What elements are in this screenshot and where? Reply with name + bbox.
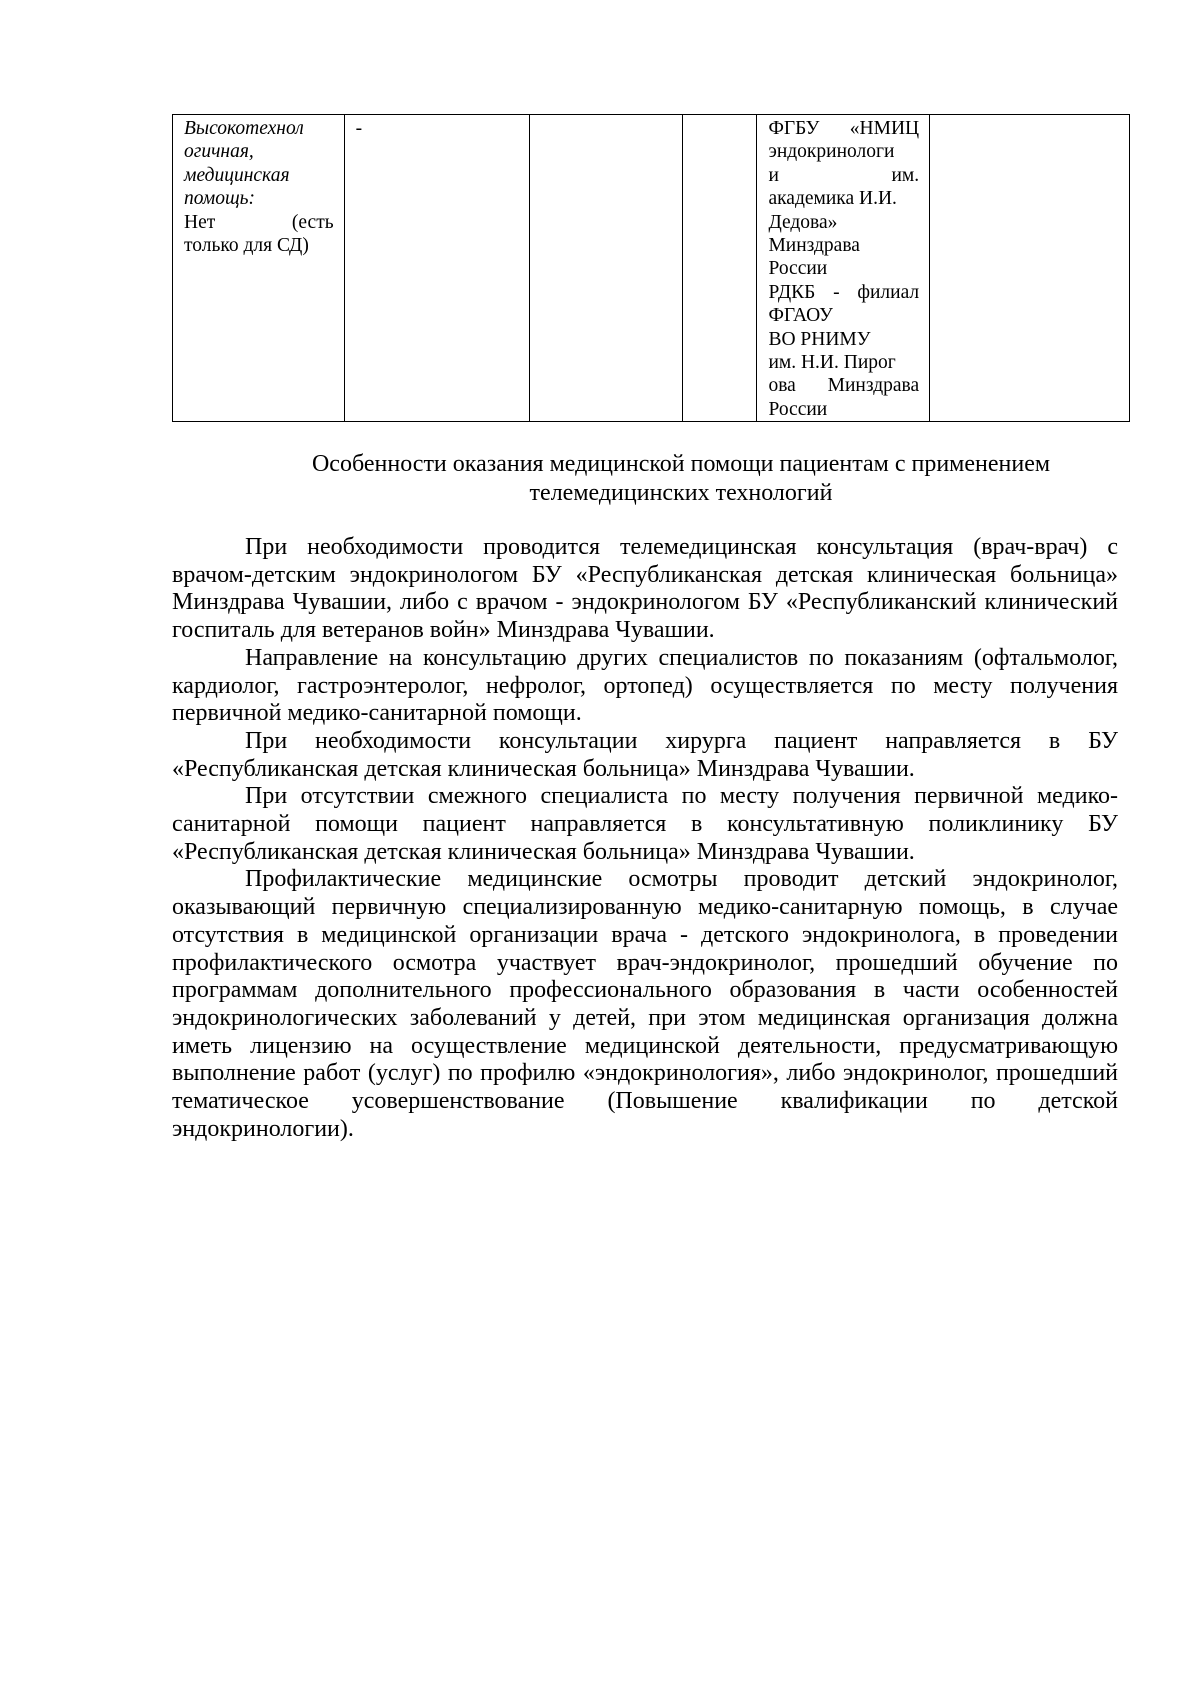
institution-line: ова Минздрава [768, 375, 920, 397]
paragraph-absent-specialist: При отсутствии смежного специалиста по месту получения первичной медико-санитарной помощи пациент направляется в консультативную поликлинику БУ «Республиканская детская клиническая больница» Минздрава Чувашии. [172, 783, 1118, 865]
table-row [173, 115, 1130, 422]
institution-line: РДКБ - филиал [768, 281, 920, 303]
paragraph-preventive-exams: Профилактические медицинские осмотры проводит детский эндокринолог, оказывающий первичную специализированную медико-санитарную помощь, в случае отсутствия в медицинской организации врача - детского эндокринолога, в проведении профилактического осмотра участвует врач-эндокринолог, прошедший обучение по программам дополнительного профессионального образования в части особенностей эндокринологических заболеваний у детей, при этом медицинская организация должна иметь лицензию на осуществление медицинской деятельности, предусматривающую выполнение работ (услуг) по профилю «эндокринология», либо эндокринолог, прошедший тематическое усовершенствование (Повышение квалификации по детской эндокринологии). [172, 866, 1118, 1142]
paragraph-surgeon-consultation: При необходимости консультации хирурга пациент направляется в БУ «Республиканская детская клиническая больница» Минздрава Чувашии. [172, 727, 1118, 782]
care-type-note-line: только для СД) [184, 235, 309, 257]
institution-line: ФГАОУ [768, 305, 833, 327]
care-type-line: огичная, [184, 141, 254, 163]
table-cell-empty [683, 115, 757, 422]
section-heading-line: телемедицинских технологий [529, 480, 833, 506]
institution-line: Дедова» [768, 211, 838, 233]
care-type-line: медицинская [184, 164, 290, 186]
paragraph-specialist-referral: Направление на консультацию других специалистов по показаниям (офтальмолог, кардиолог, гастроэнтеролог, нефролог, ортопед) осуществляется по месту получения первичной медико-санитарной помощи. [172, 644, 1118, 727]
institution-line: ФГБУ «НМИЦ [768, 118, 920, 139]
institution-line: им. Н.И. Пирог [768, 352, 896, 374]
services-table-fragment [172, 114, 1130, 422]
section-heading-line: Особенности оказания медицинской помощи пациентам с применением [311, 451, 1051, 477]
care-type-line: Высокотехнол [184, 118, 304, 139]
institution-line: академика И.И. [768, 188, 897, 210]
institution-line: Минздрава [768, 235, 860, 257]
care-type-line: помощь: [184, 188, 256, 210]
table-cell-institutions [757, 115, 930, 422]
institution-line: ВО РНИМУ [768, 328, 871, 350]
body-text [172, 534, 1118, 1143]
care-type-note-line: Нет (есть [184, 211, 334, 233]
table-cell-dash: - [344, 115, 529, 422]
section-heading [172, 450, 1130, 508]
institution-line: России [768, 258, 828, 280]
institution-line: России [768, 398, 828, 420]
table-cell-empty [529, 115, 682, 422]
paragraph-teleconsultation: При необходимости проводится телемедицинская консультация (врач-врач) с врачом-детским эндокринологом БУ «Республиканская детская клиническая больница» Минздрава Чувашии, либо с врачом - эндокринологом БУ «Республиканский клинический госпиталь для ветеранов войн» Минздрава Чувашии. [172, 534, 1118, 644]
institution-line: и им. [768, 164, 920, 186]
institution-line: эндокринологи [768, 141, 895, 163]
table-cell-care-type [173, 115, 345, 422]
table-cell-empty [930, 115, 1130, 422]
